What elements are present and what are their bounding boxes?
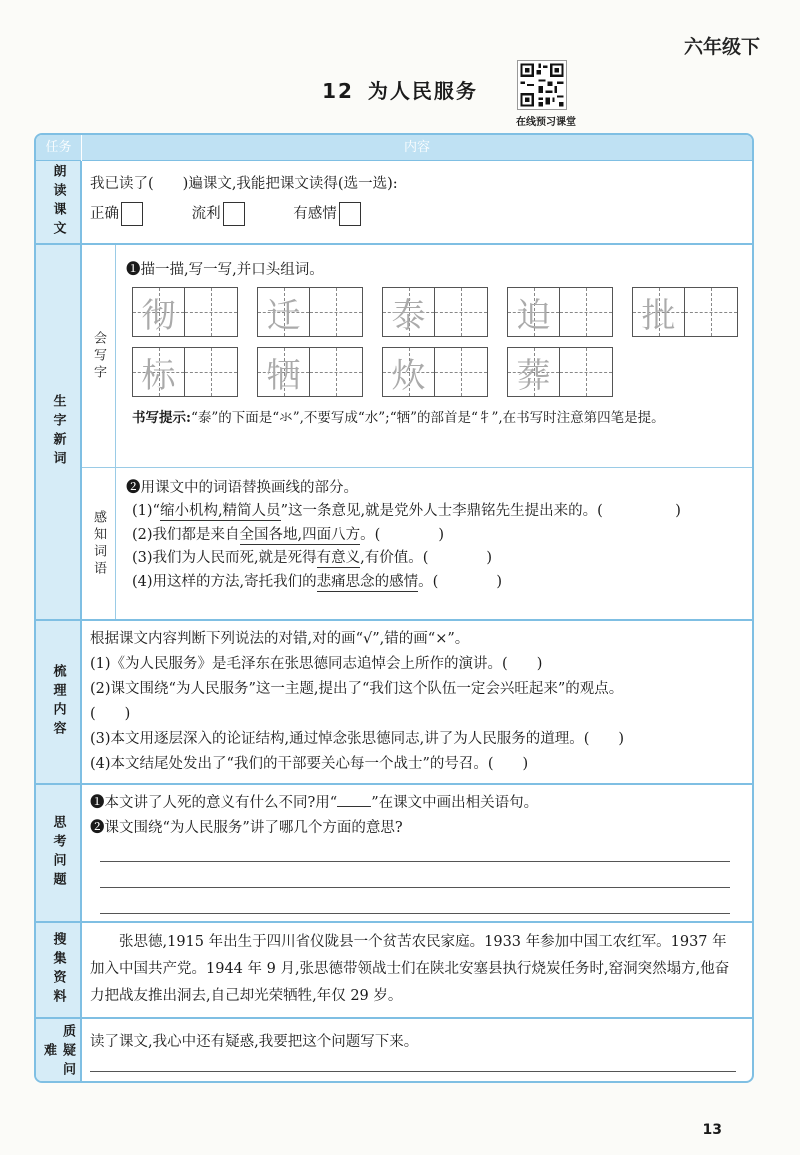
materials-text: 张思德,1915 年出生于四川省仪陇县一个贫苦农民家庭。1933 年参加中国工农红军。1937 年加入中国共产党。1944 年 9 月,张思德带领战士们在陕北安塞县执行烧炭任务时,窑洞突然塌方,他奋力把战友推出洞去,自己却光荣牺牲,年仅 29 岁。	[90, 934, 730, 1004]
reading-options	[90, 202, 738, 226]
thinking-content	[90, 791, 738, 842]
header-task: 任务	[36, 135, 82, 161]
perceive-item: (1)“缩小机构,精简人员”这一条意见,就是党外人士李鼎铭先生提出来的。( )	[132, 503, 681, 520]
writing-tip-text: “泰”的下面是“氺”,不要写成“水”;“牺”的部首是“牜”,在书写时注意第四笔是提。	[190, 410, 665, 426]
row-label-materials: 搜集资料	[36, 923, 82, 1017]
lesson-number: 12	[322, 79, 354, 103]
char-box[interactable]: 葬	[507, 347, 613, 397]
write-instruction: ❶描一描,写一写,并口头组词。	[126, 262, 324, 278]
char-box[interactable]: 彻	[132, 287, 238, 337]
sorting-content	[90, 627, 738, 777]
char-box[interactable]: 标	[132, 347, 238, 397]
writing-tip	[132, 407, 734, 431]
answer-line[interactable]	[90, 1071, 736, 1072]
answer-line[interactable]	[100, 861, 730, 862]
char-box[interactable]: 批	[632, 287, 738, 337]
option-emotion-box[interactable]	[339, 202, 361, 226]
sorting-item: ( )	[90, 705, 131, 722]
option-correct-label: 正确	[90, 206, 119, 223]
option-fluent-label: 流利	[191, 206, 221, 223]
row-divider	[36, 783, 752, 785]
sub-label-writing: 会写字	[82, 245, 116, 467]
row-divider	[36, 921, 752, 923]
row-label-new-words: 生字新词	[36, 245, 82, 619]
lesson-title	[0, 75, 800, 104]
writing-tip-label: 书写提示:	[132, 410, 191, 426]
sorting-item: (2)课文围绕“为人民服务”这一主题,提出了“我们这个队伍一定会兴旺起来”的观点。	[90, 680, 624, 697]
row-divider	[36, 619, 752, 621]
reading-line: 我已读了( )遍课文,我能把课文读得(选一选):	[90, 176, 398, 192]
page-number: 13	[702, 1122, 722, 1138]
qr-code-icon[interactable]	[517, 60, 567, 110]
qr-caption: 在线预习课堂	[516, 117, 576, 128]
char-box[interactable]: 牺	[257, 347, 363, 397]
option-fluent-box[interactable]	[223, 202, 245, 226]
underline-mark	[337, 806, 371, 807]
row-label-reading: 朗读课文	[36, 161, 82, 243]
char-box[interactable]: 迫	[507, 287, 613, 337]
reading-content	[90, 173, 738, 226]
sub-label-perceive: 感知词语	[82, 468, 116, 619]
sorting-item: (4)本文结尾处发出了“我们的干部要关心每一个战士”的号召。( )	[90, 755, 529, 772]
option-emotion-label: 有感情	[293, 206, 337, 223]
table-header	[36, 135, 752, 161]
thinking-q1: ❶本文讲了人死的意义有什么不同?用“ ”在课文中画出相关语句。	[90, 795, 539, 811]
char-box[interactable]: 泰	[382, 287, 488, 337]
perceive-item: (2)我们都是来自全国各地,四面八方。( )	[132, 526, 444, 543]
thinking-q2: ❷课文围绕“为人民服务”讲了哪几个方面的意思?	[90, 820, 403, 837]
lesson-title-text: 为人民服务	[367, 79, 478, 103]
option-correct-box[interactable]	[121, 202, 143, 226]
perceive-instruction: ❷用课文中的词语替换画线的部分。	[126, 480, 358, 496]
row-label-sorting: 梳理内容	[36, 621, 82, 783]
worksheet-table	[34, 133, 754, 1083]
row-divider	[36, 243, 752, 245]
questions-text: 读了课文,我心中还有疑惑,我要把这个问题写下来。	[90, 1034, 419, 1050]
row-label-questions: 质疑问难	[36, 1019, 82, 1083]
sub-divider	[82, 467, 752, 468]
char-box[interactable]: 迁	[257, 287, 363, 337]
perceive-item: (3)我们为人民而死,就是死得有意义,有价值。( )	[132, 550, 493, 567]
answer-line[interactable]	[100, 913, 730, 914]
answer-line[interactable]	[100, 887, 730, 888]
perceive-content	[126, 477, 738, 594]
grade-label: 六年级下	[683, 36, 760, 58]
row-label-thinking: 思考问题	[36, 785, 82, 921]
sorting-item: (3)本文用逐层深入的论证结构,通过悼念张思德同志,讲了为人民服务的道理。( )	[90, 730, 625, 747]
header-content: 内容	[403, 140, 430, 155]
row-divider	[36, 1017, 752, 1019]
char-box[interactable]: 炊	[382, 347, 488, 397]
perceive-item: (4)用这样的方法,寄托我们的悲痛思念的感情。( )	[132, 573, 502, 590]
sorting-instruction: 根据课文内容判断下列说法的对错,对的画“√”,错的画“×”。	[90, 631, 470, 647]
sorting-item: (1)《为人民服务》是毛泽东在张思德同志追悼会上所作的演讲。( )	[90, 655, 543, 672]
